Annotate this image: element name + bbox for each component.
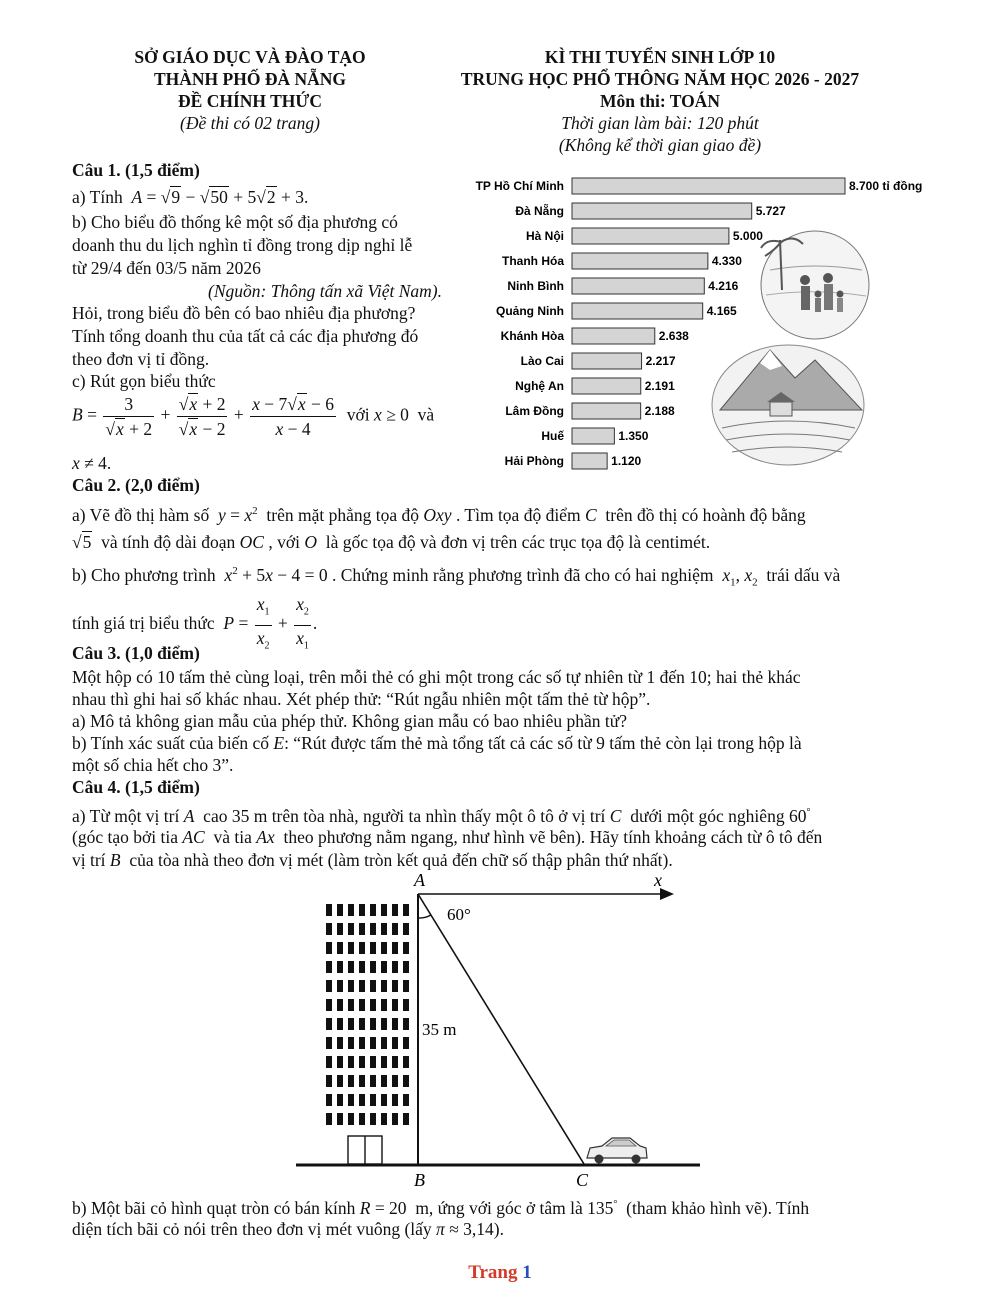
label-x: x xyxy=(654,870,662,890)
q2-b-line2: tính giá trị biểu thức P = $\frac{x_1}{x_2}$ + $\frac{x_2}{x_1}$ . xyxy=(72,594,318,651)
header-right-note: (Không kể thời gian giao đề) xyxy=(558,135,762,155)
window xyxy=(370,942,376,954)
bar-value-label: 2.217 xyxy=(645,354,676,368)
window xyxy=(359,1094,365,1106)
window xyxy=(337,1075,343,1087)
q4-a-text: a) Từ một vị trí xyxy=(72,805,180,826)
window xyxy=(359,1018,365,1030)
window xyxy=(403,1037,409,1049)
window xyxy=(392,1113,398,1125)
header-right xyxy=(420,46,900,156)
q4-b-text: diện tích bãi cỏ nói trên theo đơn vị mét vuông (lấy xyxy=(72,1219,432,1239)
bar xyxy=(572,178,845,194)
bar-value-label: 4.165 xyxy=(706,304,737,318)
window xyxy=(359,961,365,973)
window xyxy=(381,961,387,973)
q4-a-text: dưới một góc nghiêng xyxy=(630,805,785,826)
window xyxy=(337,1113,343,1125)
bar-value-label: 4.216 xyxy=(708,279,739,293)
q3-b-text: b) Tính xác suất của biến cố xyxy=(72,733,269,753)
window xyxy=(337,942,343,954)
window xyxy=(381,923,387,935)
q2-a-text: trên mặt phẳng tọa độ xyxy=(266,504,420,525)
bar-category-label: Quảng Ninh xyxy=(496,304,564,318)
q4-a-line2: (góc tạo bởi tia AC và tia Ax theo phương nằm ngang, như hình vẽ bên). Hãy tính khoảng cách từ ô tô đến xyxy=(72,827,823,847)
window xyxy=(326,1075,332,1087)
window xyxy=(326,999,332,1011)
q4-b-text: (tham khảo hình vẽ). Tính xyxy=(626,1197,810,1218)
window xyxy=(392,942,398,954)
q3-title: Câu 3. (1,0 điểm) xyxy=(72,643,200,663)
bar-category-label: Hà Nội xyxy=(525,229,564,243)
tourism-revenue-chart xyxy=(470,170,930,480)
window xyxy=(392,999,398,1011)
q3-line: nhau thì ghi hai số khác nhau. Xét phép thử: “Rút ngẫu nhiên một tấm thẻ từ hộp”. xyxy=(72,689,651,709)
window xyxy=(337,923,343,935)
q4-b-line2: diện tích bãi cỏ nói trên theo đơn vị mét vuông (lấy π ≈ 3,14). xyxy=(72,1219,504,1239)
q1-a: a) Tính A = √9 − √50 + 5√2 + 3. xyxy=(72,187,309,207)
q2-a-line1: a) Vẽ đồ thị hàm số $y = x^2$ trên mặt phẳng tọa độ Oxy . Tìm tọa độ điểm C trên đồ thị có hoành độ bằng xyxy=(72,504,806,525)
bar-category-label: Ninh Bình xyxy=(507,279,564,293)
q4-b-line1: b) Một bãi cỏ hình quạt tròn có bán kính R = 20 m, ứng với góc ở tâm là 135° (tham khảo hình vẽ). Tính xyxy=(72,1197,810,1218)
q2-a-text: , với xyxy=(268,532,300,552)
bar-category-label: Đà Nẵng xyxy=(515,204,564,218)
header-right-note: Thời gian làm bài: 120 phút xyxy=(561,113,759,133)
window xyxy=(326,961,332,973)
window xyxy=(381,1037,387,1049)
window xyxy=(403,1113,409,1125)
window xyxy=(370,1094,376,1106)
header-left xyxy=(60,46,440,134)
bar-value-label: 2.191 xyxy=(644,379,675,393)
q4-b-text: ). xyxy=(493,1219,504,1239)
window xyxy=(370,904,376,916)
q4-a-line1: a) Từ một vị trí A cao 35 m trên tòa nhà, người ta nhìn thấy một ô tô ở vị trí C dưới một góc nghiêng 60° xyxy=(72,805,811,826)
bar xyxy=(572,278,704,294)
window xyxy=(326,1018,332,1030)
q4-a-text: cao 35 m trên tòa nhà, người ta nhìn thấy một ô tô ở vị trí xyxy=(203,805,606,826)
window xyxy=(392,1037,398,1049)
q2-a-text: a) Vẽ đồ thị hàm số xyxy=(72,504,210,525)
window xyxy=(359,1037,365,1049)
bar-value-label: 8.700 tỉ đồng xyxy=(849,179,923,193)
bar xyxy=(572,203,752,219)
q3-b-text: : “Rút được tấm thẻ mà tổng tất cả các số từ 9 tấm thẻ còn lại trong hộp là xyxy=(284,733,802,753)
header-right-line: TRUNG HỌC PHỔ THÔNG NĂM HỌC 2026 - 2027 xyxy=(460,69,860,89)
bar-value-label: 1.120 xyxy=(611,454,642,468)
bar xyxy=(572,228,729,244)
q2-b-text: tính giá trị biểu thức xyxy=(72,613,215,634)
window xyxy=(337,999,343,1011)
window xyxy=(403,942,409,954)
q1-b-line: b) Cho biểu đồ thống kê một số địa phương có xyxy=(72,212,398,232)
bar-category-label: Hải Phòng xyxy=(504,454,564,468)
q1-ask-line: Tính tổng doanh thu của tất cả các địa phương đó xyxy=(72,326,419,346)
window xyxy=(381,942,387,954)
bar-category-label: Lâm Đồng xyxy=(505,404,564,418)
header-left-line: SỞ GIÁO DỤC VÀ ĐÀO TẠO xyxy=(134,47,366,67)
window xyxy=(370,961,376,973)
window xyxy=(381,1094,387,1106)
bar xyxy=(572,303,703,319)
window xyxy=(392,980,398,992)
window xyxy=(381,1113,387,1125)
window xyxy=(326,942,332,954)
window xyxy=(359,942,365,954)
window xyxy=(326,923,332,935)
q4-b-text: m, ứng với góc ở tâm là 135 xyxy=(415,1197,614,1218)
window xyxy=(348,904,354,916)
q1-a-prefix: a) Tính xyxy=(72,187,123,207)
window xyxy=(326,1113,332,1125)
q2-a-text: và tính độ dài đoạn xyxy=(101,532,236,552)
q1-c-prefix: c) Rút gọn biểu thức xyxy=(72,371,216,391)
bar-value-label: 4.330 xyxy=(711,254,742,268)
header-left-line: THÀNH PHỐ ĐÀ NẴNG xyxy=(153,69,346,89)
q4-a-text: (góc tạo bởi tia xyxy=(72,827,178,847)
label-length: 35 m xyxy=(422,1020,457,1039)
window xyxy=(348,999,354,1011)
q2-b-text: trái dấu và xyxy=(766,564,841,585)
bar xyxy=(572,428,614,444)
window xyxy=(359,1075,365,1087)
window xyxy=(348,1056,354,1068)
header-right-line: Môn thi: TOÁN xyxy=(600,91,720,111)
window xyxy=(370,1075,376,1087)
bar xyxy=(572,353,642,369)
bar-category-label: Lào Cai xyxy=(520,354,564,368)
q1-c-and: và xyxy=(417,404,435,425)
window xyxy=(392,904,398,916)
label-angle: 60° xyxy=(447,905,471,924)
label-a: A xyxy=(414,870,425,890)
window xyxy=(392,1094,398,1106)
window xyxy=(370,980,376,992)
window xyxy=(370,1056,376,1068)
window xyxy=(337,961,343,973)
window xyxy=(326,1056,332,1068)
window xyxy=(392,1018,398,1030)
q2-a-text: là gốc tọa độ và đơn vị trên các trục tọa độ là centimét. xyxy=(325,532,711,552)
bar-value-label: 5.000 xyxy=(732,229,763,243)
window xyxy=(392,1056,398,1068)
bar-category-label: Khánh Hòa xyxy=(500,329,564,343)
bar xyxy=(572,403,641,419)
q1-c-expression: B = $\frac{3}{√x + 2}$ + $\frac{√x + 2}{√x - 2}$ + $\frac{x - 7√x - 6}{x - 4}$ với x ≥ 0 và xyxy=(72,394,435,439)
footer-word: Trang xyxy=(468,1262,518,1283)
window xyxy=(326,1037,332,1049)
bar xyxy=(572,453,607,469)
window xyxy=(326,904,332,916)
window xyxy=(326,980,332,992)
window xyxy=(403,1094,409,1106)
q3-line: a) Mô tả không gian mẫu của phép thử. Không gian mẫu có bao nhiêu phần tử? xyxy=(72,711,628,731)
q2-b-text: b) Cho phương trình xyxy=(72,564,216,585)
window xyxy=(348,961,354,973)
window xyxy=(370,1113,376,1125)
q2-a-text: trên đồ thị có hoành độ bằng xyxy=(605,504,806,525)
window xyxy=(403,1075,409,1087)
q2-a-line2: √5 và tính độ dài đoạn OC , với O là gốc tọa độ và đơn vị trên các trục tọa độ là centimét. xyxy=(72,532,711,552)
q4-a-text: theo phương nằm ngang, như hình vẽ bên). Hãy tính khoảng cách từ ô tô đến xyxy=(283,827,823,847)
window xyxy=(359,923,365,935)
q3-b-line1: b) Tính xác suất của biến cố E: “Rút được tấm thẻ mà tổng tất cả các số từ 9 tấm thẻ còn lại trong hộp là xyxy=(72,733,802,753)
q4-title: Câu 4. (1,5 điểm) xyxy=(72,777,200,797)
window xyxy=(403,904,409,916)
window xyxy=(381,904,387,916)
bar-value-label: 1.350 xyxy=(618,429,649,443)
bar-category-label: Thanh Hóa xyxy=(502,254,564,268)
building-car-figure xyxy=(290,868,710,1190)
q2-b-text: . Chứng minh rằng phương trình đã cho có hai nghiệm xyxy=(331,564,714,585)
q1-b-line: từ 29/4 đến 03/5 năm 2026 xyxy=(72,258,261,278)
footer-page-number: 1 xyxy=(522,1262,532,1283)
window xyxy=(403,923,409,935)
window xyxy=(359,999,365,1011)
arrow-icon xyxy=(660,888,674,900)
window xyxy=(359,904,365,916)
window xyxy=(403,980,409,992)
window xyxy=(359,1113,365,1125)
window xyxy=(381,980,387,992)
q1-ask-line: theo đơn vị tỉ đồng. xyxy=(72,349,210,369)
window xyxy=(370,1018,376,1030)
window xyxy=(348,942,354,954)
window xyxy=(403,999,409,1011)
q2-b-line1: b) Cho phương trình $x^2 + 5x - 4 = 0$ . Chứng minh rằng phương trình đã cho có hai nghiệm $x_1$, $x_2$ trái dấu và xyxy=(72,564,841,589)
window xyxy=(337,904,343,916)
window xyxy=(348,980,354,992)
q2-title: Câu 2. (2,0 điểm) xyxy=(72,475,200,495)
bar-value-label: 2.188 xyxy=(644,404,675,418)
window xyxy=(381,999,387,1011)
window xyxy=(337,1056,343,1068)
bar xyxy=(572,253,708,269)
q4-a-text: vị trí xyxy=(72,850,106,870)
mountain-village-illustration xyxy=(712,345,864,465)
window xyxy=(348,1094,354,1106)
window xyxy=(359,980,365,992)
window xyxy=(337,980,343,992)
window xyxy=(348,1018,354,1030)
label-c: C xyxy=(576,1170,589,1190)
q1-c-cond-word: với xyxy=(346,404,370,425)
window xyxy=(359,1056,365,1068)
window xyxy=(348,1113,354,1125)
q1-c-cond2: x ≠ 4. xyxy=(72,453,112,473)
q1-b-line: doanh thu du lịch nghìn tỉ đồng trong dịp nghỉ lễ xyxy=(72,235,413,255)
bar-category-label: Nghệ An xyxy=(515,379,564,393)
q3-line: Một hộp có 10 tấm thẻ cùng loại, trên mỗi thẻ có ghi một trong các số tự nhiên từ 1 đến 10; hai thẻ khác xyxy=(72,667,801,687)
building-windows xyxy=(326,904,409,1125)
bar xyxy=(572,378,641,394)
window xyxy=(348,1075,354,1087)
window xyxy=(326,1094,332,1106)
q1-source: (Nguồn: Thông tấn xã Việt Nam). xyxy=(208,281,442,301)
window xyxy=(392,961,398,973)
q3-b-line2: một số chia hết cho 3”. xyxy=(72,755,234,775)
window xyxy=(381,1075,387,1087)
window xyxy=(403,961,409,973)
bar xyxy=(572,328,655,344)
label-b: B xyxy=(414,1170,425,1190)
window xyxy=(392,923,398,935)
q4-a-text: của tòa nhà theo đơn vị mét (làm tròn kết quả đến chữ số thập phân thứ nhất). xyxy=(129,850,673,870)
window xyxy=(403,1018,409,1030)
header-left-note: (Đề thi có 02 trang) xyxy=(180,113,320,133)
page-footer xyxy=(0,1262,1000,1284)
window xyxy=(370,1037,376,1049)
q1-ask-line: Hỏi, trong biểu đồ bên có bao nhiêu địa phương? xyxy=(72,303,416,323)
bar-category-label: TP Hồ Chí Minh xyxy=(475,179,564,193)
angle-arc xyxy=(418,915,431,918)
window xyxy=(392,1075,398,1087)
window xyxy=(370,923,376,935)
window xyxy=(337,1094,343,1106)
beach-family-illustration xyxy=(761,231,869,339)
q1-title: Câu 1. (1,5 điểm) xyxy=(72,160,200,180)
q4-a-text: và tia xyxy=(213,827,252,847)
window xyxy=(381,1056,387,1068)
bar-category-label: Huế xyxy=(541,429,564,443)
window xyxy=(370,999,376,1011)
window xyxy=(348,1037,354,1049)
window xyxy=(381,1018,387,1030)
q4-a-line3: vị trí B của tòa nhà theo đơn vị mét (làm tròn kết quả đến chữ số thập phân thứ nhất). xyxy=(72,850,673,870)
window xyxy=(337,1037,343,1049)
header-left-line: ĐỀ CHÍNH THỨC xyxy=(178,91,322,111)
q4-b-text: b) Một bãi cỏ hình quạt tròn có bán kính xyxy=(72,1197,356,1218)
car-icon xyxy=(587,1138,647,1164)
header-right-line: KÌ THI TUYỂN SINH LỚP 10 xyxy=(544,47,776,67)
window xyxy=(348,923,354,935)
window xyxy=(403,1056,409,1068)
bar-value-label: 2.638 xyxy=(658,329,689,343)
q2-a-text: . Tìm tọa độ điểm xyxy=(455,504,581,525)
window xyxy=(337,1018,343,1030)
bar-value-label: 5.727 xyxy=(755,204,786,218)
q1-a-expression: A xyxy=(127,187,143,207)
